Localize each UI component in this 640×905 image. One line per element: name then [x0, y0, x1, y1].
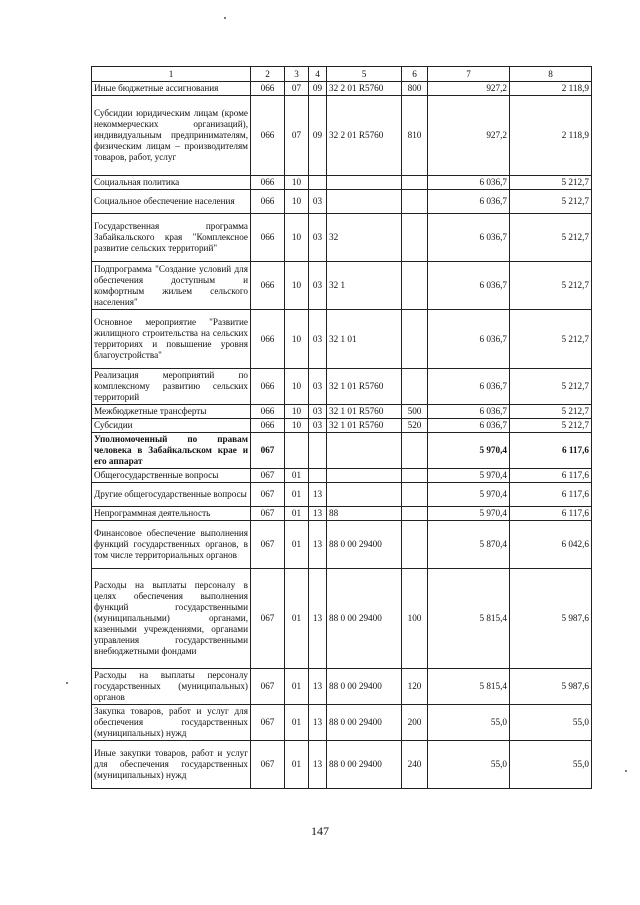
table-row — [92, 310, 592, 369]
row-amount-col8-cell: 5 212,7 — [510, 262, 592, 310]
table-header-row — [92, 67, 592, 82]
row-amount-col8-cell: 5 212,7 — [510, 214, 592, 262]
row-amount-col7-cell: 5 970,4 — [428, 469, 510, 483]
row-subsection-cell: 03 — [309, 214, 327, 262]
row-name-cell: Субсидии — [92, 419, 251, 433]
header-col-6: 6 — [402, 67, 428, 82]
row-section-cell: 10 — [285, 405, 309, 419]
row-amount-col8-cell: 6 117,6 — [510, 483, 592, 507]
row-name-cell: Общегосударственные вопросы — [92, 469, 251, 483]
row-target-article-cell: 88 0 00 29400 — [327, 521, 402, 569]
row-admin-code-cell: 067 — [251, 669, 285, 705]
row-name-cell: Иные закупки товаров, работ и услуг для обеспечения государственных (муниципальных) нужд — [92, 741, 251, 789]
row-name-cell: Расходы на выплаты персоналу в целях обеспечения выполнения функций государственными (муниципальными) органами, казенными учреждениями, органами управления государственными внебюджетными фондами — [92, 569, 251, 669]
scan-speck — [625, 770, 627, 772]
row-section-cell: 01 — [285, 705, 309, 741]
row-amount-col8-cell: 5 212,7 — [510, 405, 592, 419]
row-target-article-cell: 32 1 01 R5760 — [327, 405, 402, 419]
row-subsection-cell: 13 — [309, 569, 327, 669]
row-section-cell: 10 — [285, 190, 309, 214]
row-expense-type-cell — [402, 483, 428, 507]
header-col-1: 1 — [92, 67, 251, 82]
table-row — [92, 262, 592, 310]
row-target-article-cell — [327, 433, 402, 469]
row-expense-type-cell: 120 — [402, 669, 428, 705]
row-amount-col8-cell: 6 042,6 — [510, 521, 592, 569]
row-subsection-cell: 03 — [309, 262, 327, 310]
row-admin-code-cell: 066 — [251, 82, 285, 96]
row-amount-col7-cell: 55,0 — [428, 741, 510, 789]
row-target-article-cell: 88 0 00 29400 — [327, 569, 402, 669]
row-name-cell: Уполномоченный по правам человека в Забайкальском крае и его аппарат — [92, 433, 251, 469]
row-expense-type-cell: 520 — [402, 419, 428, 433]
header-col-5: 5 — [327, 67, 402, 82]
row-subsection-cell: 03 — [309, 405, 327, 419]
row-name-cell: Государственная программа Забайкальского края "Комплексное развитие сельских территорий" — [92, 214, 251, 262]
row-amount-col7-cell: 5 970,4 — [428, 483, 510, 507]
row-target-article-cell: 88 0 00 29400 — [327, 705, 402, 741]
row-name-cell: Реализация мероприятий по комплексному развитию сельских территорий — [92, 369, 251, 405]
header-col-3: 3 — [285, 67, 309, 82]
row-subsection-cell — [309, 176, 327, 190]
row-amount-col7-cell: 6 036,7 — [428, 369, 510, 405]
table-row — [92, 669, 592, 705]
table-row — [92, 569, 592, 669]
row-name-cell: Закупка товаров, работ и услуг для обеспечения государственных (муниципальных) нужд — [92, 705, 251, 741]
row-amount-col8-cell: 5 987,6 — [510, 669, 592, 705]
row-section-cell: 01 — [285, 483, 309, 507]
row-section-cell: 01 — [285, 569, 309, 669]
row-expense-type-cell: 200 — [402, 705, 428, 741]
row-subsection-cell: 03 — [309, 419, 327, 433]
row-section-cell: 01 — [285, 507, 309, 521]
row-subsection-cell: 13 — [309, 669, 327, 705]
row-section-cell: 01 — [285, 469, 309, 483]
row-subsection-cell: 03 — [309, 190, 327, 214]
row-amount-col7-cell: 6 036,7 — [428, 190, 510, 214]
header-col-2: 2 — [251, 67, 285, 82]
row-section-cell: 10 — [285, 176, 309, 190]
row-amount-col7-cell: 6 036,7 — [428, 176, 510, 190]
row-expense-type-cell — [402, 433, 428, 469]
row-target-article-cell: 32 1 01 R5760 — [327, 369, 402, 405]
row-name-cell: Непрограммная деятельность — [92, 507, 251, 521]
row-admin-code-cell: 066 — [251, 190, 285, 214]
row-expense-type-cell — [402, 469, 428, 483]
row-amount-col8-cell: 5 212,7 — [510, 190, 592, 214]
row-subsection-cell: 03 — [309, 310, 327, 369]
row-expense-type-cell: 800 — [402, 82, 428, 96]
row-target-article-cell: 32 1 01 — [327, 310, 402, 369]
row-amount-col8-cell: 5 212,7 — [510, 369, 592, 405]
table-row — [92, 741, 592, 789]
table-row — [92, 705, 592, 741]
row-subsection-cell: 13 — [309, 705, 327, 741]
scan-speck — [224, 17, 226, 19]
row-expense-type-cell: 240 — [402, 741, 428, 789]
row-expense-type-cell — [402, 369, 428, 405]
row-amount-col7-cell: 927,2 — [428, 96, 510, 176]
row-subsection-cell: 09 — [309, 82, 327, 96]
budget-table — [91, 66, 592, 789]
row-target-article-cell: 88 0 00 29400 — [327, 741, 402, 789]
row-amount-col7-cell: 5 815,4 — [428, 569, 510, 669]
row-target-article-cell — [327, 469, 402, 483]
row-section-cell: 10 — [285, 214, 309, 262]
row-expense-type-cell — [402, 310, 428, 369]
row-admin-code-cell: 067 — [251, 705, 285, 741]
row-expense-type-cell: 500 — [402, 405, 428, 419]
row-section-cell — [285, 433, 309, 469]
table-row — [92, 483, 592, 507]
row-section-cell: 01 — [285, 521, 309, 569]
row-admin-code-cell: 067 — [251, 483, 285, 507]
row-amount-col8-cell: 6 117,6 — [510, 469, 592, 483]
row-admin-code-cell: 067 — [251, 433, 285, 469]
row-name-cell: Финансовое обеспечение выполнения функций государственных органов, в том числе территориальных органов — [92, 521, 251, 569]
row-expense-type-cell: 810 — [402, 96, 428, 176]
row-name-cell: Субсидии юридическим лицам (кроме некоммерческих организаций), индивидуальным предпринимателям, физическим лицам – производителям товаров, работ, услуг — [92, 96, 251, 176]
row-name-cell: Подпрограмма "Создание условий для обеспечения доступным и комфортным жильем сельского населения" — [92, 262, 251, 310]
row-amount-col8-cell: 5 212,7 — [510, 419, 592, 433]
row-target-article-cell: 32 — [327, 214, 402, 262]
table-row — [92, 433, 592, 469]
header-col-7: 7 — [428, 67, 510, 82]
row-name-cell: Социальная политика — [92, 176, 251, 190]
row-name-cell: Иные бюджетные ассигнования — [92, 82, 251, 96]
row-admin-code-cell: 066 — [251, 214, 285, 262]
row-target-article-cell — [327, 190, 402, 214]
row-name-cell: Основное мероприятие "Развитие жилищного строительства на сельских территориях и повышение уровня благоустройства" — [92, 310, 251, 369]
row-amount-col8-cell: 5 212,7 — [510, 176, 592, 190]
row-amount-col7-cell: 5 815,4 — [428, 669, 510, 705]
row-expense-type-cell: 100 — [402, 569, 428, 669]
row-amount-col7-cell: 6 036,7 — [428, 262, 510, 310]
row-amount-col7-cell: 5 970,4 — [428, 433, 510, 469]
table-row — [92, 214, 592, 262]
row-expense-type-cell — [402, 507, 428, 521]
row-amount-col8-cell: 55,0 — [510, 705, 592, 741]
row-name-cell: Расходы на выплаты персоналу государственных (муниципальных) органов — [92, 669, 251, 705]
row-admin-code-cell: 067 — [251, 741, 285, 789]
row-subsection-cell: 13 — [309, 507, 327, 521]
row-amount-col7-cell: 5 870,4 — [428, 521, 510, 569]
row-amount-col7-cell: 6 036,7 — [428, 405, 510, 419]
row-subsection-cell — [309, 433, 327, 469]
row-admin-code-cell: 067 — [251, 521, 285, 569]
table-row — [92, 369, 592, 405]
table-row — [92, 190, 592, 214]
table-row — [92, 521, 592, 569]
row-subsection-cell: 13 — [309, 741, 327, 789]
table-row — [92, 419, 592, 433]
row-amount-col8-cell: 6 117,6 — [510, 507, 592, 521]
header-col-8: 8 — [510, 67, 592, 82]
row-amount-col8-cell: 6 117,6 — [510, 433, 592, 469]
row-name-cell: Другие общегосударственные вопросы — [92, 483, 251, 507]
table-row — [92, 96, 592, 176]
row-target-article-cell: 32 1 01 R5760 — [327, 419, 402, 433]
row-target-article-cell: 88 0 00 29400 — [327, 669, 402, 705]
row-section-cell: 10 — [285, 262, 309, 310]
row-target-article-cell: 32 2 01 R5760 — [327, 96, 402, 176]
row-admin-code-cell: 066 — [251, 405, 285, 419]
row-name-cell: Межбюджетные трансферты — [92, 405, 251, 419]
row-section-cell: 10 — [285, 369, 309, 405]
row-target-article-cell — [327, 176, 402, 190]
row-admin-code-cell: 066 — [251, 419, 285, 433]
row-amount-col8-cell: 2 118,9 — [510, 96, 592, 176]
row-target-article-cell — [327, 483, 402, 507]
row-admin-code-cell: 066 — [251, 176, 285, 190]
header-col-4: 4 — [309, 67, 327, 82]
row-amount-col8-cell: 5 212,7 — [510, 310, 592, 369]
row-admin-code-cell: 066 — [251, 262, 285, 310]
row-target-article-cell: 32 2 01 R5760 — [327, 82, 402, 96]
row-expense-type-cell — [402, 190, 428, 214]
row-amount-col8-cell: 2 118,9 — [510, 82, 592, 96]
page-number: 147 — [311, 824, 329, 838]
row-expense-type-cell — [402, 214, 428, 262]
row-amount-col7-cell: 55,0 — [428, 705, 510, 741]
row-section-cell: 07 — [285, 82, 309, 96]
row-admin-code-cell: 067 — [251, 469, 285, 483]
row-expense-type-cell — [402, 176, 428, 190]
table-row — [92, 507, 592, 521]
row-amount-col7-cell: 6 036,7 — [428, 419, 510, 433]
row-target-article-cell: 32 1 — [327, 262, 402, 310]
row-subsection-cell: 13 — [309, 483, 327, 507]
row-amount-col7-cell: 6 036,7 — [428, 214, 510, 262]
row-expense-type-cell — [402, 521, 428, 569]
row-expense-type-cell — [402, 262, 428, 310]
row-admin-code-cell: 066 — [251, 369, 285, 405]
row-amount-col7-cell: 6 036,7 — [428, 310, 510, 369]
row-admin-code-cell: 067 — [251, 569, 285, 669]
row-admin-code-cell: 066 — [251, 310, 285, 369]
row-subsection-cell: 03 — [309, 369, 327, 405]
row-target-article-cell: 88 — [327, 507, 402, 521]
row-subsection-cell — [309, 469, 327, 483]
row-name-cell: Социальное обеспечение населения — [92, 190, 251, 214]
row-section-cell: 01 — [285, 669, 309, 705]
table-row — [92, 469, 592, 483]
row-amount-col8-cell: 55,0 — [510, 741, 592, 789]
row-admin-code-cell: 067 — [251, 507, 285, 521]
row-admin-code-cell: 066 — [251, 96, 285, 176]
row-amount-col8-cell: 5 987,6 — [510, 569, 592, 669]
row-amount-col7-cell: 5 970,4 — [428, 507, 510, 521]
row-section-cell: 01 — [285, 741, 309, 789]
row-section-cell: 10 — [285, 419, 309, 433]
row-amount-col7-cell: 927,2 — [428, 82, 510, 96]
row-subsection-cell: 09 — [309, 96, 327, 176]
table-row — [92, 82, 592, 96]
row-subsection-cell: 13 — [309, 521, 327, 569]
row-section-cell: 10 — [285, 310, 309, 369]
table-row — [92, 176, 592, 190]
table-row — [92, 405, 592, 419]
row-section-cell: 07 — [285, 96, 309, 176]
scan-speck — [66, 682, 68, 684]
